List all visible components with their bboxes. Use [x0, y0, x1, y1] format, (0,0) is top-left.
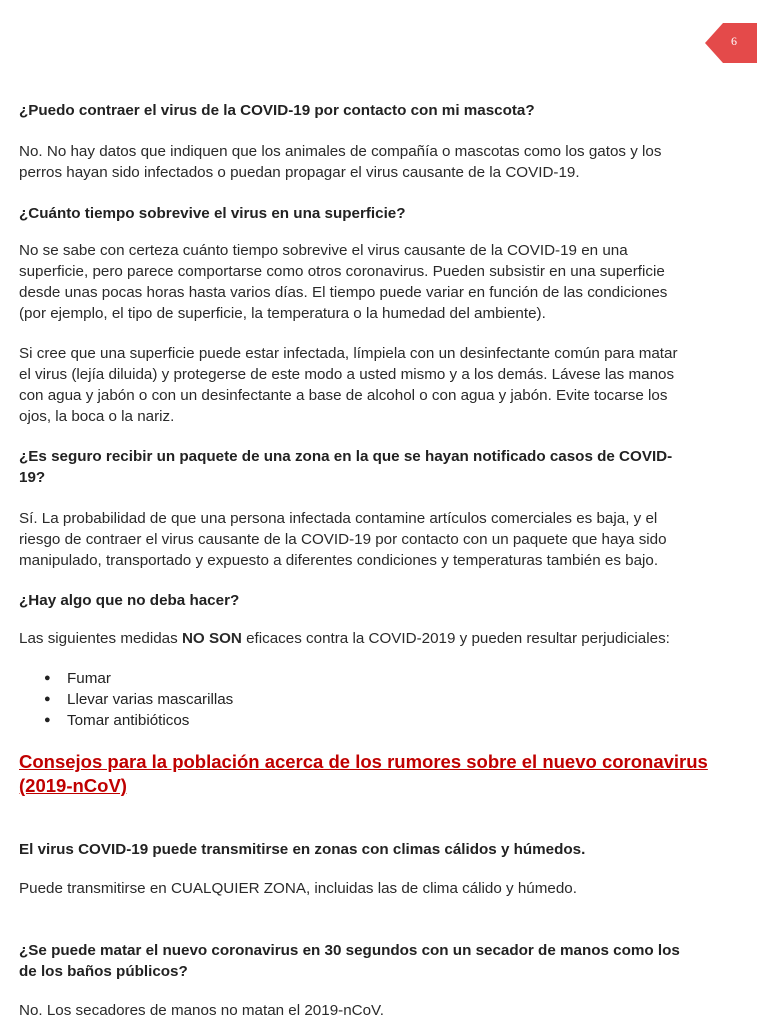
rumor-hand-dryer-question: ¿Se puede matar el nuevo coronavirus en 30 segundos con un secador de manos como los de los baños públicos?	[19, 942, 680, 980]
question-avoid: ¿Hay algo que no deba hacer?	[19, 592, 240, 609]
rumor-hand-dryer-answer: No. Los secadores de manos no matan el 2019-nCoV.	[19, 1002, 385, 1019]
rumor-climate-answer: Puede transmitirse en CUALQUIER ZONA, incluidas las de clima cálido y húmedo.	[19, 880, 577, 897]
page-number-badge	[705, 23, 757, 63]
answer-avoid-intro: Las siguientes medidas NO SON eficaces contra la COVID-2019 y pueden resultar perjudiciales:	[19, 630, 670, 647]
bullet-icon: ●	[44, 672, 51, 684]
answer-package: Sí. La probabilidad de que una persona infectada contamine artículos comerciales es baja, y el riesgo de contraer el virus causante de la COVID-19 por contacto con un paquete que haya sido manipulado, transportado y expuesto a diferentes condiciones y temperaturas también es bajo.	[19, 510, 667, 569]
page-number: 6	[731, 34, 737, 48]
list-item: ● Fumar	[44, 670, 111, 687]
list-item: ● Llevar varias mascarillas	[44, 691, 234, 708]
question-pets: ¿Puedo contraer el virus de la COVID-19 por contacto con mi mascota?	[19, 102, 535, 119]
bullet-icon: ●	[44, 714, 51, 726]
rumor-climate-heading: El virus COVID-19 puede transmitirse en zonas con climas cálidos y húmedos.	[19, 841, 586, 858]
section-title-rumors: Consejos para la población acerca de los rumores sobre el nuevo coronavirus (2019-nCoV)	[19, 751, 708, 796]
question-package: ¿Es seguro recibir un paquete de una zona en la que se hayan notificado casos de COVID- 19?	[19, 448, 673, 486]
answer-surface: No se sabe con certeza cuánto tiempo sobrevive el virus causante de la COVID-19 en una superficie, pero parece comportarse como otros coronavirus. Pueden subsistir en una superficie desde unas pocas horas hasta varios días. El tiempo puede variar en función de las condiciones (por ejemplo, el tipo de superficie, la temperatura o la humedad del ambiente).	[19, 242, 668, 322]
list-item: ● Tomar antibióticos	[44, 712, 190, 729]
answer-surface-cleaning: Si cree que una superficie puede estar infectada, límpiela con un desinfectante común para matar el virus (lejía diluida) y protegerse de este modo a usted mismo y a los demás. Lávese las manos con agua y jabón o con un desinfectante a base de alcohol o con agua y jabón. Evite tocarse los ojos, la boca o la nariz.	[19, 345, 678, 425]
ineffective-measures-list	[19, 668, 719, 731]
bullet-icon: ●	[44, 693, 51, 705]
question-surface: ¿Cuánto tiempo sobrevive el virus en una superficie?	[19, 205, 406, 222]
answer-pets: No. No hay datos que indiquen que los animales de compañía o mascotas como los gatos y los perros hayan sido infectados o puedan propagar el virus causante de la COVID-19.	[19, 143, 662, 181]
